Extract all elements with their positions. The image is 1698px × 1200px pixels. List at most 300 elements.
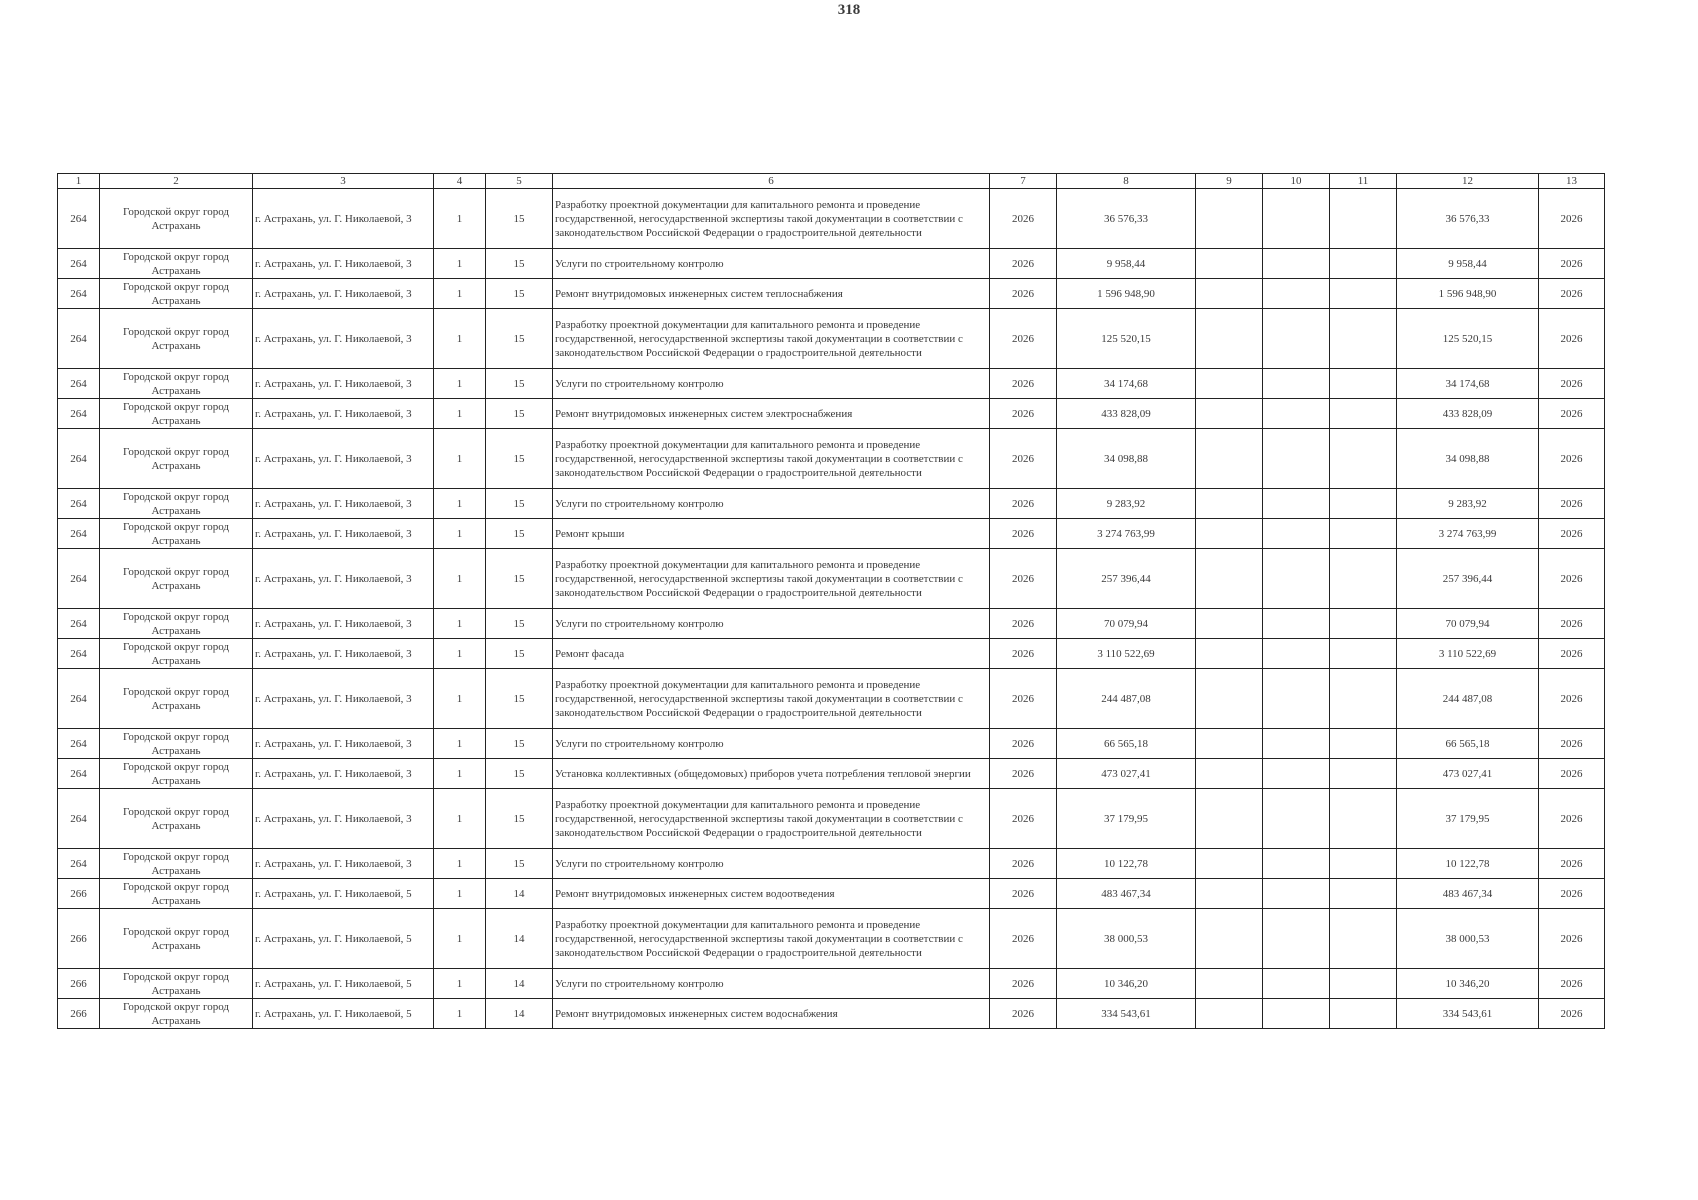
table-row: [58, 639, 1605, 669]
cell-c7: 2026: [990, 249, 1057, 279]
cell-c2: Городской округ город Астрахань: [100, 729, 253, 759]
column-header: 4: [434, 174, 486, 189]
cell-c8: 1 596 948,90: [1057, 279, 1196, 309]
cell-c2: Городской округ город Астрахань: [100, 519, 253, 549]
table-row: [58, 519, 1605, 549]
cell-c5: 15: [486, 429, 553, 489]
cell-c6: Услуги по строительному контролю: [553, 969, 990, 999]
column-header: 11: [1330, 174, 1397, 189]
cell-c3: г. Астрахань, ул. Г. Николаевой, 5: [253, 999, 434, 1029]
cell-c4: 1: [434, 279, 486, 309]
cell-c12: 473 027,41: [1397, 759, 1539, 789]
cell-c5: 15: [486, 249, 553, 279]
cell-c2: Городской округ город Астрахань: [100, 189, 253, 249]
cell-c10: [1263, 759, 1330, 789]
cell-c4: 1: [434, 999, 486, 1029]
cell-c8: 3 110 522,69: [1057, 639, 1196, 669]
cell-c7: 2026: [990, 489, 1057, 519]
cell-c1: 264: [58, 609, 100, 639]
cell-c3: г. Астрахань, ул. Г. Николаевой, 3: [253, 609, 434, 639]
cell-c7: 2026: [990, 729, 1057, 759]
cell-c6: Услуги по строительному контролю: [553, 369, 990, 399]
cell-c9: [1196, 249, 1263, 279]
table-row: [58, 729, 1605, 759]
page-number: 318: [837, 2, 861, 18]
cell-c7: 2026: [990, 759, 1057, 789]
cell-c5: 14: [486, 969, 553, 999]
column-header: 10: [1263, 174, 1330, 189]
cell-c5: 14: [486, 879, 553, 909]
cell-c11: [1330, 759, 1397, 789]
cell-c7: 2026: [990, 999, 1057, 1029]
cell-c2: Городской округ город Астрахань: [100, 879, 253, 909]
cell-c13: 2026: [1539, 549, 1605, 609]
cell-c9: [1196, 759, 1263, 789]
cell-c12: 257 396,44: [1397, 549, 1539, 609]
cell-c7: 2026: [990, 279, 1057, 309]
cell-c9: [1196, 369, 1263, 399]
table-body: [58, 189, 1605, 1029]
cell-c10: [1263, 999, 1330, 1029]
cell-c4: 1: [434, 759, 486, 789]
cell-c11: [1330, 609, 1397, 639]
cell-c11: [1330, 369, 1397, 399]
cell-c7: 2026: [990, 849, 1057, 879]
cell-c6: Разработку проектной документации для капитального ремонта и проведение государственной, негосударственной экспертизы такой документации в соответствии с законодательством Российской Федерации о градостроительной деятельности: [553, 429, 990, 489]
cell-c1: 266: [58, 879, 100, 909]
cell-c10: [1263, 279, 1330, 309]
cell-c1: 264: [58, 669, 100, 729]
cell-c8: 10 346,20: [1057, 969, 1196, 999]
cell-c1: 264: [58, 189, 100, 249]
cell-c7: 2026: [990, 189, 1057, 249]
cell-c10: [1263, 519, 1330, 549]
cell-c4: 1: [434, 669, 486, 729]
cell-c13: 2026: [1539, 639, 1605, 669]
cell-c1: 264: [58, 489, 100, 519]
cell-c11: [1330, 279, 1397, 309]
cell-c10: [1263, 669, 1330, 729]
column-header: 8: [1057, 174, 1196, 189]
cell-c2: Городской округ город Астрахань: [100, 759, 253, 789]
column-header: 2: [100, 174, 253, 189]
table-row: [58, 489, 1605, 519]
cell-c5: 15: [486, 849, 553, 879]
cell-c5: 14: [486, 999, 553, 1029]
cell-c6: Ремонт фасада: [553, 639, 990, 669]
cell-c10: [1263, 549, 1330, 609]
cell-c10: [1263, 249, 1330, 279]
cell-c7: 2026: [990, 399, 1057, 429]
cell-c10: [1263, 609, 1330, 639]
cell-c13: 2026: [1539, 729, 1605, 759]
cell-c2: Городской округ город Астрахань: [100, 669, 253, 729]
cell-c10: [1263, 309, 1330, 369]
cell-c6: Разработку проектной документации для капитального ремонта и проведение государственной, негосударственной экспертизы такой документации в соответствии с законодательством Российской Федерации о градостроительной деятельности: [553, 789, 990, 849]
cell-c5: 15: [486, 519, 553, 549]
cell-c1: 266: [58, 999, 100, 1029]
cell-c1: 266: [58, 909, 100, 969]
cell-c2: Городской округ город Астрахань: [100, 309, 253, 369]
cell-c11: [1330, 999, 1397, 1029]
cell-c6: Разработку проектной документации для капитального ремонта и проведение государственной, негосударственной экспертизы такой документации в соответствии с законодательством Российской Федерации о градостроительной деятельности: [553, 309, 990, 369]
cell-c13: 2026: [1539, 909, 1605, 969]
cell-c10: [1263, 909, 1330, 969]
cell-c1: 264: [58, 549, 100, 609]
cell-c12: 3 110 522,69: [1397, 639, 1539, 669]
cell-c6: Ремонт внутридомовых инженерных систем водоотведения: [553, 879, 990, 909]
column-header: 7: [990, 174, 1057, 189]
cell-c2: Городской округ город Астрахань: [100, 849, 253, 879]
cell-c9: [1196, 189, 1263, 249]
cell-c7: 2026: [990, 309, 1057, 369]
cell-c13: 2026: [1539, 369, 1605, 399]
table-row: [58, 999, 1605, 1029]
cell-c10: [1263, 369, 1330, 399]
cell-c9: [1196, 849, 1263, 879]
cell-c9: [1196, 549, 1263, 609]
cell-c1: 264: [58, 279, 100, 309]
cell-c9: [1196, 309, 1263, 369]
cell-c3: г. Астрахань, ул. Г. Николаевой, 3: [253, 399, 434, 429]
cell-c6: Установка коллективных (общедомовых) приборов учета потребления тепловой энергии: [553, 759, 990, 789]
cell-c13: 2026: [1539, 999, 1605, 1029]
table-row: [58, 789, 1605, 849]
cell-c3: г. Астрахань, ул. Г. Николаевой, 5: [253, 879, 434, 909]
cell-c8: 34 098,88: [1057, 429, 1196, 489]
cell-c2: Городской округ город Астрахань: [100, 999, 253, 1029]
table-row: [58, 369, 1605, 399]
table-row: [58, 309, 1605, 369]
cell-c1: 264: [58, 369, 100, 399]
cell-c13: 2026: [1539, 789, 1605, 849]
cell-c5: 15: [486, 549, 553, 609]
cell-c7: 2026: [990, 429, 1057, 489]
table-row: [58, 189, 1605, 249]
cell-c2: Городской округ город Астрахань: [100, 399, 253, 429]
cell-c2: Городской округ город Астрахань: [100, 909, 253, 969]
cell-c9: [1196, 909, 1263, 969]
cell-c3: г. Астрахань, ул. Г. Николаевой, 3: [253, 429, 434, 489]
table-row: [58, 969, 1605, 999]
cell-c13: 2026: [1539, 249, 1605, 279]
cell-c12: 125 520,15: [1397, 309, 1539, 369]
cell-c5: 15: [486, 369, 553, 399]
cell-c3: г. Астрахань, ул. Г. Николаевой, 3: [253, 789, 434, 849]
cell-c1: 264: [58, 249, 100, 279]
cell-c3: г. Астрахань, ул. Г. Николаевой, 3: [253, 309, 434, 369]
cell-c2: Городской округ город Астрахань: [100, 249, 253, 279]
cell-c4: 1: [434, 309, 486, 369]
cell-c6: Услуги по строительному контролю: [553, 489, 990, 519]
cell-c4: 1: [434, 399, 486, 429]
cell-c2: Городской округ город Астрахань: [100, 789, 253, 849]
cell-c6: Ремонт внутридомовых инженерных систем электроснабжения: [553, 399, 990, 429]
cell-c12: 244 487,08: [1397, 669, 1539, 729]
cell-c4: 1: [434, 609, 486, 639]
cell-c12: 433 828,09: [1397, 399, 1539, 429]
cell-c5: 15: [486, 399, 553, 429]
cell-c12: 3 274 763,99: [1397, 519, 1539, 549]
cell-c5: 15: [486, 489, 553, 519]
cell-c6: Услуги по строительному контролю: [553, 249, 990, 279]
cell-c7: 2026: [990, 909, 1057, 969]
cell-c13: 2026: [1539, 879, 1605, 909]
cell-c11: [1330, 879, 1397, 909]
cell-c5: 14: [486, 909, 553, 969]
cell-c8: 334 543,61: [1057, 999, 1196, 1029]
cell-c2: Городской округ город Астрахань: [100, 969, 253, 999]
cell-c6: Разработку проектной документации для капитального ремонта и проведение государственной, негосударственной экспертизы такой документации в соответствии с законодательством Российской Федерации о градостроительной деятельности: [553, 549, 990, 609]
cell-c3: г. Астрахань, ул. Г. Николаевой, 3: [253, 519, 434, 549]
cell-c11: [1330, 729, 1397, 759]
cell-c3: г. Астрахань, ул. Г. Николаевой, 3: [253, 549, 434, 609]
cell-c11: [1330, 489, 1397, 519]
cell-c12: 9 958,44: [1397, 249, 1539, 279]
cell-c5: 15: [486, 189, 553, 249]
cell-c8: 9 958,44: [1057, 249, 1196, 279]
cell-c11: [1330, 849, 1397, 879]
cell-c13: 2026: [1539, 279, 1605, 309]
cell-c5: 15: [486, 729, 553, 759]
cell-c11: [1330, 519, 1397, 549]
cell-c10: [1263, 399, 1330, 429]
cell-c9: [1196, 399, 1263, 429]
cell-c8: 9 283,92: [1057, 489, 1196, 519]
cell-c9: [1196, 639, 1263, 669]
cell-c10: [1263, 729, 1330, 759]
column-header: 13: [1539, 174, 1605, 189]
cell-c11: [1330, 309, 1397, 369]
cell-c9: [1196, 489, 1263, 519]
cell-c9: [1196, 789, 1263, 849]
cell-c3: г. Астрахань, ул. Г. Николаевой, 3: [253, 249, 434, 279]
cell-c3: г. Астрахань, ул. Г. Николаевой, 3: [253, 279, 434, 309]
cell-c3: г. Астрахань, ул. Г. Николаевой, 3: [253, 669, 434, 729]
cell-c13: 2026: [1539, 759, 1605, 789]
cell-c4: 1: [434, 729, 486, 759]
cell-c3: г. Астрахань, ул. Г. Николаевой, 3: [253, 489, 434, 519]
cell-c6: Разработку проектной документации для капитального ремонта и проведение государственной, негосударственной экспертизы такой документации в соответствии с законодательством Российской Федерации о градостроительной деятельности: [553, 669, 990, 729]
cell-c6: Услуги по строительному контролю: [553, 729, 990, 759]
cell-c5: 15: [486, 279, 553, 309]
cell-c12: 483 467,34: [1397, 879, 1539, 909]
cell-c8: 38 000,53: [1057, 909, 1196, 969]
cell-c11: [1330, 789, 1397, 849]
cell-c12: 10 122,78: [1397, 849, 1539, 879]
cell-c13: 2026: [1539, 399, 1605, 429]
cell-c12: 334 543,61: [1397, 999, 1539, 1029]
cell-c7: 2026: [990, 969, 1057, 999]
cell-c3: г. Астрахань, ул. Г. Николаевой, 3: [253, 849, 434, 879]
cell-c10: [1263, 189, 1330, 249]
cell-c11: [1330, 189, 1397, 249]
column-header: 9: [1196, 174, 1263, 189]
table-row: [58, 549, 1605, 609]
cell-c5: 15: [486, 639, 553, 669]
cell-c4: 1: [434, 519, 486, 549]
cell-c3: г. Астрахань, ул. Г. Николаевой, 3: [253, 729, 434, 759]
cell-c4: 1: [434, 909, 486, 969]
cell-c10: [1263, 639, 1330, 669]
cell-c3: г. Астрахань, ул. Г. Николаевой, 3: [253, 369, 434, 399]
cell-c9: [1196, 609, 1263, 639]
cell-c11: [1330, 909, 1397, 969]
cell-c7: 2026: [990, 519, 1057, 549]
table-row: [58, 399, 1605, 429]
cell-c2: Городской округ город Астрахань: [100, 369, 253, 399]
cell-c8: 257 396,44: [1057, 549, 1196, 609]
cell-c12: 36 576,33: [1397, 189, 1539, 249]
column-header: 1: [58, 174, 100, 189]
cell-c1: 264: [58, 519, 100, 549]
program-table: [57, 173, 1605, 1029]
cell-c11: [1330, 969, 1397, 999]
cell-c9: [1196, 879, 1263, 909]
cell-c8: 34 174,68: [1057, 369, 1196, 399]
cell-c4: 1: [434, 789, 486, 849]
cell-c2: Городской округ город Астрахань: [100, 489, 253, 519]
cell-c12: 1 596 948,90: [1397, 279, 1539, 309]
cell-c8: 10 122,78: [1057, 849, 1196, 879]
table-row: [58, 669, 1605, 729]
cell-c12: 9 283,92: [1397, 489, 1539, 519]
cell-c12: 38 000,53: [1397, 909, 1539, 969]
column-header: 5: [486, 174, 553, 189]
cell-c6: Ремонт внутридомовых инженерных систем водоснабжения: [553, 999, 990, 1029]
cell-c5: 15: [486, 789, 553, 849]
cell-c11: [1330, 429, 1397, 489]
cell-c13: 2026: [1539, 849, 1605, 879]
table-row: [58, 609, 1605, 639]
column-number-row: [58, 174, 1605, 189]
cell-c4: 1: [434, 189, 486, 249]
cell-c10: [1263, 789, 1330, 849]
cell-c3: г. Астрахань, ул. Г. Николаевой, 3: [253, 759, 434, 789]
cell-c6: Ремонт крыши: [553, 519, 990, 549]
cell-c8: 125 520,15: [1057, 309, 1196, 369]
cell-c5: 15: [486, 759, 553, 789]
table-row: [58, 279, 1605, 309]
cell-c8: 3 274 763,99: [1057, 519, 1196, 549]
cell-c3: г. Астрахань, ул. Г. Николаевой, 5: [253, 909, 434, 969]
cell-c13: 2026: [1539, 669, 1605, 729]
cell-c1: 266: [58, 969, 100, 999]
cell-c11: [1330, 399, 1397, 429]
cell-c12: 70 079,94: [1397, 609, 1539, 639]
cell-c5: 15: [486, 609, 553, 639]
cell-c5: 15: [486, 669, 553, 729]
cell-c10: [1263, 849, 1330, 879]
cell-c3: г. Астрахань, ул. Г. Николаевой, 3: [253, 639, 434, 669]
cell-c1: 264: [58, 849, 100, 879]
cell-c8: 37 179,95: [1057, 789, 1196, 849]
cell-c13: 2026: [1539, 429, 1605, 489]
cell-c2: Городской округ город Астрахань: [100, 279, 253, 309]
cell-c8: 70 079,94: [1057, 609, 1196, 639]
column-header: 12: [1397, 174, 1539, 189]
cell-c9: [1196, 669, 1263, 729]
cell-c7: 2026: [990, 609, 1057, 639]
table-row: [58, 759, 1605, 789]
cell-c8: 36 576,33: [1057, 189, 1196, 249]
cell-c6: Услуги по строительному контролю: [553, 609, 990, 639]
cell-c11: [1330, 669, 1397, 729]
cell-c2: Городской округ город Астрахань: [100, 609, 253, 639]
table-row: [58, 429, 1605, 489]
cell-c8: 473 027,41: [1057, 759, 1196, 789]
cell-c6: Ремонт внутридомовых инженерных систем теплоснабжения: [553, 279, 990, 309]
cell-c6: Разработку проектной документации для капитального ремонта и проведение государственной, негосударственной экспертизы такой документации в соответствии с законодательством Российской Федерации о градостроительной деятельности: [553, 909, 990, 969]
table-row: [58, 249, 1605, 279]
cell-c1: 264: [58, 759, 100, 789]
table-row: [58, 849, 1605, 879]
cell-c8: 66 565,18: [1057, 729, 1196, 759]
cell-c4: 1: [434, 369, 486, 399]
cell-c13: 2026: [1539, 519, 1605, 549]
cell-c4: 1: [434, 429, 486, 489]
table-row: [58, 909, 1605, 969]
cell-c4: 1: [434, 969, 486, 999]
cell-c10: [1263, 489, 1330, 519]
table-row: [58, 879, 1605, 909]
cell-c1: 264: [58, 639, 100, 669]
cell-c1: 264: [58, 429, 100, 489]
column-header: 3: [253, 174, 434, 189]
cell-c9: [1196, 969, 1263, 999]
cell-c4: 1: [434, 549, 486, 609]
cell-c7: 2026: [990, 879, 1057, 909]
cell-c9: [1196, 999, 1263, 1029]
cell-c9: [1196, 519, 1263, 549]
cell-c13: 2026: [1539, 489, 1605, 519]
column-header: 6: [553, 174, 990, 189]
cell-c9: [1196, 429, 1263, 489]
cell-c1: 264: [58, 309, 100, 369]
cell-c10: [1263, 879, 1330, 909]
cell-c2: Городской округ город Астрахань: [100, 639, 253, 669]
cell-c1: 264: [58, 729, 100, 759]
cell-c4: 1: [434, 849, 486, 879]
cell-c10: [1263, 429, 1330, 489]
cell-c11: [1330, 639, 1397, 669]
cell-c4: 1: [434, 249, 486, 279]
cell-c4: 1: [434, 879, 486, 909]
cell-c12: 34 174,68: [1397, 369, 1539, 399]
cell-c11: [1330, 549, 1397, 609]
cell-c3: г. Астрахань, ул. Г. Николаевой, 3: [253, 189, 434, 249]
cell-c12: 34 098,88: [1397, 429, 1539, 489]
cell-c8: 244 487,08: [1057, 669, 1196, 729]
cell-c11: [1330, 249, 1397, 279]
cell-c13: 2026: [1539, 969, 1605, 999]
cell-c7: 2026: [990, 669, 1057, 729]
cell-c6: Разработку проектной документации для капитального ремонта и проведение государственной, негосударственной экспертизы такой документации в соответствии с законодательством Российской Федерации о градостроительной деятельности: [553, 189, 990, 249]
cell-c9: [1196, 729, 1263, 759]
cell-c13: 2026: [1539, 309, 1605, 369]
cell-c12: 66 565,18: [1397, 729, 1539, 759]
cell-c9: [1196, 279, 1263, 309]
cell-c2: Городской округ город Астрахань: [100, 429, 253, 489]
cell-c3: г. Астрахань, ул. Г. Николаевой, 5: [253, 969, 434, 999]
cell-c6: Услуги по строительному контролю: [553, 849, 990, 879]
cell-c10: [1263, 969, 1330, 999]
cell-c8: 433 828,09: [1057, 399, 1196, 429]
cell-c1: 264: [58, 789, 100, 849]
cell-c7: 2026: [990, 789, 1057, 849]
cell-c8: 483 467,34: [1057, 879, 1196, 909]
cell-c12: 37 179,95: [1397, 789, 1539, 849]
